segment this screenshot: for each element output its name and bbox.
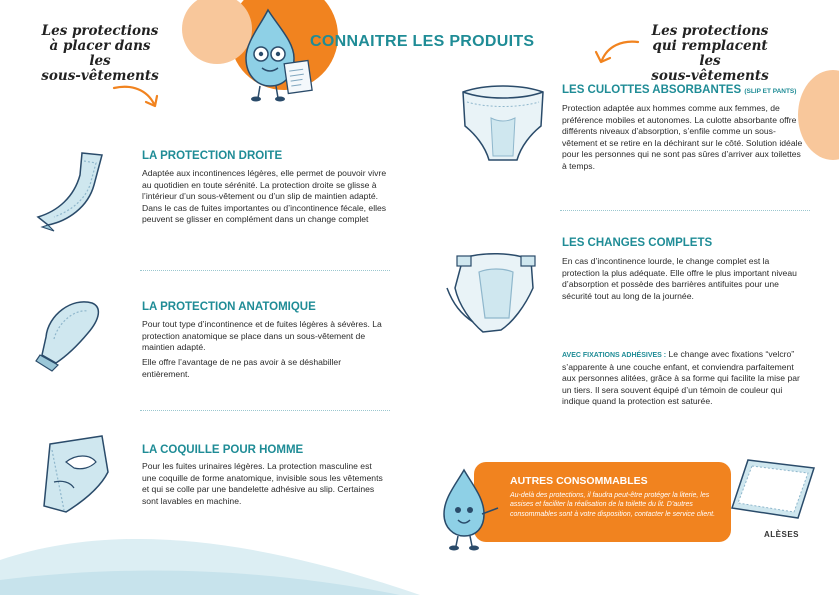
male-shell-icon [30, 432, 120, 522]
right-note-line-1: Les protections [651, 23, 769, 39]
divider [560, 210, 810, 211]
left-note [40, 24, 160, 84]
divider [140, 270, 390, 271]
culottes-title-small: (SLIP ET PANTS) [744, 88, 797, 95]
fixations-text: Le change avec fixations “velcro” s’apparente à une couche enfant, et conviendra parfaitement aux personnes alitées, grâce à sa forme qui facilite la mise par un tiers. Il sera souvent équipé d’un témoin de couleur qui indique quand la protection est saturée. [562, 349, 800, 407]
left-note-line-2: à placer dans les [49, 38, 151, 69]
bed-pad-caption: ALÈSES [764, 530, 800, 539]
section-text-droite: Adaptée aux incontinences légères, elle permet de pouvoir vivre au quotidien en toute sérénité. La protection droite se glisse à l’intérieur d’un sous-vêtement ou d’un slip de maintien adapté. Dans le cas de fuites importantes ou d’incontinence fécale, elles peuvent se glisser en complément dans un change complet [142, 168, 387, 225]
left-arrow-icon [112, 82, 162, 112]
water-drop-mascot-icon [238, 6, 318, 106]
right-note-line-2: qui remplacent les [652, 38, 768, 69]
right-note-line-3: sous-vêtements [651, 68, 769, 84]
other-consumables-text: Au-delà des protections, il faudra peut-être protéger la literie, les assises et faciliter la réalisation de la toilette du lit. D’autres consommables sont à votre disposition, contacter le service client. [510, 492, 716, 518]
divider [140, 410, 390, 411]
section-title-culottes [562, 84, 796, 96]
anatomic-pad-icon [32, 293, 112, 373]
fixations-label: AVEC FIXATIONS ADHÉSIVES : [562, 352, 667, 359]
section-title-anatomique: LA PROTECTION ANATOMIQUE [142, 301, 316, 313]
other-consumables-box [474, 462, 731, 542]
left-note-line-3: sous-vêtements [41, 68, 159, 84]
water-drop-mascot-pointing-icon [432, 466, 502, 556]
section-text-anatomique-2: Elle offre l’avantage de ne pas avoir à se déshabiller entièrement. [142, 357, 342, 379]
other-consumables-title: AUTRES CONSOMMABLES [510, 475, 648, 487]
straight-pad-icon [28, 145, 118, 235]
section-title-droite: LA PROTECTION DROITE [142, 150, 283, 162]
right-note [645, 24, 775, 84]
bed-pad-icon [728, 456, 818, 526]
left-note-line-1: Les protections [41, 23, 159, 39]
section-text-changes: En cas d’incontinence lourde, le change complet est la protection la plus adéquate. Elle offre le plus important niveau d’absorption et possède des barrières antifuites pour une sécurité tout au long de la journée. [562, 256, 797, 301]
section-title-changes: LES CHANGES COMPLETS [562, 237, 713, 249]
right-arrow-icon [592, 38, 642, 68]
page-title: CONNAITRE LES PRODUITS [310, 33, 535, 50]
complete-brief-icon [443, 248, 543, 338]
section-text-anatomique-1: Pour tout type d’incontinence et de fuites légères à sévères. La protection anatomique se place dans un sous-vêtement de maintien adapté. [142, 319, 382, 353]
culottes-title-text: LES CULOTTES ABSORBANTES [562, 84, 742, 96]
section-text-fixations [562, 349, 807, 408]
section-title-coquille: LA COQUILLE POUR HOMME [142, 444, 304, 456]
section-text-culottes: Protection adaptée aux hommes comme aux femmes, de préférence mobiles et autonomes. La culotte absorbante offre différents niveaux d’absorption, s’enfile comme un sous-vêtement et se retire en la déchirant sur le côté. Solution idéale pour les personnes qui ne sont pas sûres d’arriver aux toilettes à temps. [562, 103, 803, 171]
section-text-coquille: Pour les fuites urinaires légères. La protection masculine est une coquille de forme anatomique, invisible sous les vêtements et qui se colle par une bandelette adhésive au slip. Certaines sont lavables en machine. [142, 461, 383, 506]
absorbent-pants-icon [455, 78, 550, 168]
